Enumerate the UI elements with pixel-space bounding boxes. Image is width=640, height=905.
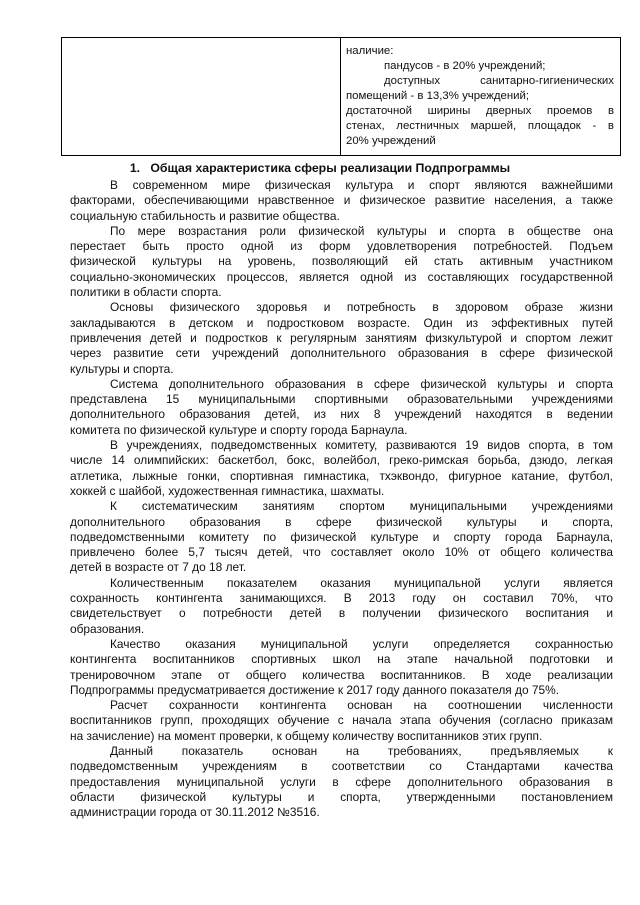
paragraph-line: физической культуры на уровень, позволяющий ей стать активным участником [70, 254, 613, 269]
paragraph-line: Количественным показателем оказания муниципальной услуги является [110, 575, 613, 590]
paragraph-line: сохранность контингента занимающихся. В 2013 году он составил 70%, что [70, 591, 613, 606]
paragraph-line: культуры и спорта. [70, 361, 174, 376]
paragraph-line: Данный показатель основан на требованиях, предъявляемых к [110, 743, 613, 758]
table-line: доступных санитарно-гигиенических [384, 75, 614, 87]
paragraph-line: факторами, обеспечивающими нравственное и физическое развитие населения, а также [70, 193, 613, 208]
paragraph-line: свидетельствует о потребности детей в получении физического воспитания и [70, 606, 613, 621]
paragraph [70, 224, 613, 300]
paragraph-line: подведомственными комитету по физической культуре и спорту города Барнаула, [70, 529, 613, 544]
section-number: 1. [129, 161, 141, 175]
paragraph [70, 178, 613, 224]
paragraph-line: закладываются в детском и подростковом возрасте. Один из эффективных путей [70, 315, 613, 330]
paragraph-line: области физической культуры и спорта, утвержденными постановлением [70, 789, 613, 804]
paragraph-line: привлечено более 5,7 тысяч детей, что составляет около 10% от общего количества [70, 545, 613, 560]
paragraph-line: привлечения детей и подростков к регулярным занятиям физкультурой и спортом лежит [70, 330, 613, 345]
document-body [70, 178, 613, 820]
table-line: помещений - в 13,3% учреждений; [346, 90, 530, 102]
paragraph [70, 637, 613, 698]
paragraph-line: Система дополнительного образования в сфере физической культуры и спорта [110, 376, 613, 391]
paragraph-line: предоставления муниципальной услуги в сфере дополнительного образования в [70, 774, 613, 789]
paragraph-line: Качество оказания муниципальной услуги определяется сохранностью [110, 636, 613, 651]
paragraph-line: перестает быть просто одной из форм удовлетворения потребностей. Подъем [70, 239, 613, 254]
table-fragment [61, 37, 621, 156]
paragraph-line: подведомственным учреждениям в соответствии со Стандартами качества [70, 759, 613, 774]
table-cell-empty [62, 38, 341, 155]
table-line: 20% учреждений [346, 135, 436, 147]
paragraph-line: дополнительного образования детей, из них 8 учреждений находятся в ведении [70, 407, 613, 422]
section-title: Общая характеристика сферы реализации Подпрограммы [150, 161, 511, 175]
paragraph-line: хоккей с шайбой, художественная гимнастика, шахматы. [70, 483, 385, 498]
paragraph-line: администрации города от 30.11.2012 №3516. [70, 805, 320, 820]
paragraph-line: социально-экономических процессов, является одной из составляющих государственной [70, 269, 613, 284]
paragraph [70, 438, 613, 499]
section-heading [0, 160, 640, 176]
table-line: достаточной ширины дверных проемов в [346, 105, 614, 117]
paragraph-line: атлетика, лыжные гонки, спортивная гимнастика, тхэквондо, фигурное катание, футбол, [70, 468, 613, 483]
paragraph-line: представлена 15 муниципальными спортивными образовательными учреждениями [70, 392, 613, 407]
paragraph-line: В современном мире физическая культура и спорт являются важнейшими [110, 178, 613, 192]
paragraph-line: дополнительного образования в сфере физической культуры и спорта, [70, 514, 613, 529]
table-line: наличие: [346, 45, 394, 57]
paragraph-line: В учреждениях, подведомственных комитету, развиваются 19 видов спорта, в том [110, 438, 613, 453]
paragraph-line: комитета по физической культуре и спорту города Барнаула. [70, 422, 408, 437]
paragraph-line: на зачисление) на момент проверки, к общему количеству воспитанников этих групп. [70, 728, 543, 743]
paragraph [70, 499, 613, 575]
paragraph-line: детей в возрасте от 7 до 18 лет. [70, 560, 247, 575]
paragraph-line: через развитие сети учреждений дополнительного образования в сфере физической [70, 346, 613, 361]
paragraph-line: Подпрограммы предусматривается достижение к 2017 году данного показателя до 75%. [70, 682, 560, 697]
paragraph-line: числе 14 олимпийских: баскетбол, бокс, волейбол, греко-римская борьба, дзюдо, легкая [70, 453, 613, 468]
paragraph-line: По мере возрастания роли физической культуры и спорта в обществе она [110, 223, 613, 238]
paragraph-line: образования. [70, 621, 145, 636]
table-line: пандусов - в 20% учреждений; [384, 60, 546, 72]
paragraph-line: Основы физического здоровья и потребность в здоровом образе жизни [110, 300, 613, 315]
table-line: стенах, лестничных маршей, площадок - в [346, 120, 614, 132]
paragraph [70, 698, 613, 744]
paragraph-line: тренировочном этапе от общего количества воспитанников. В ходе реализации [70, 667, 613, 682]
paragraph-line: социальную стабильность и развитие общества. [70, 208, 340, 223]
paragraph-line: контингента воспитанников спортивных школ на этапе начальной подготовки и [70, 652, 613, 667]
paragraph [70, 300, 613, 376]
paragraph [70, 377, 613, 438]
table-cell-text [341, 38, 620, 155]
paragraph-line: К систематическим занятиям спортом муниципальными учреждениями [110, 499, 613, 514]
paragraph [70, 744, 613, 820]
paragraph-line: Расчет сохранности контингента основан на соотношении численности [110, 698, 613, 713]
paragraph [70, 576, 613, 637]
paragraph-line: политики в области спорта. [70, 285, 222, 300]
paragraph-line: воспитанников групп, проходящих обучение с начала этапа обучения (согласно приказам [70, 713, 613, 728]
